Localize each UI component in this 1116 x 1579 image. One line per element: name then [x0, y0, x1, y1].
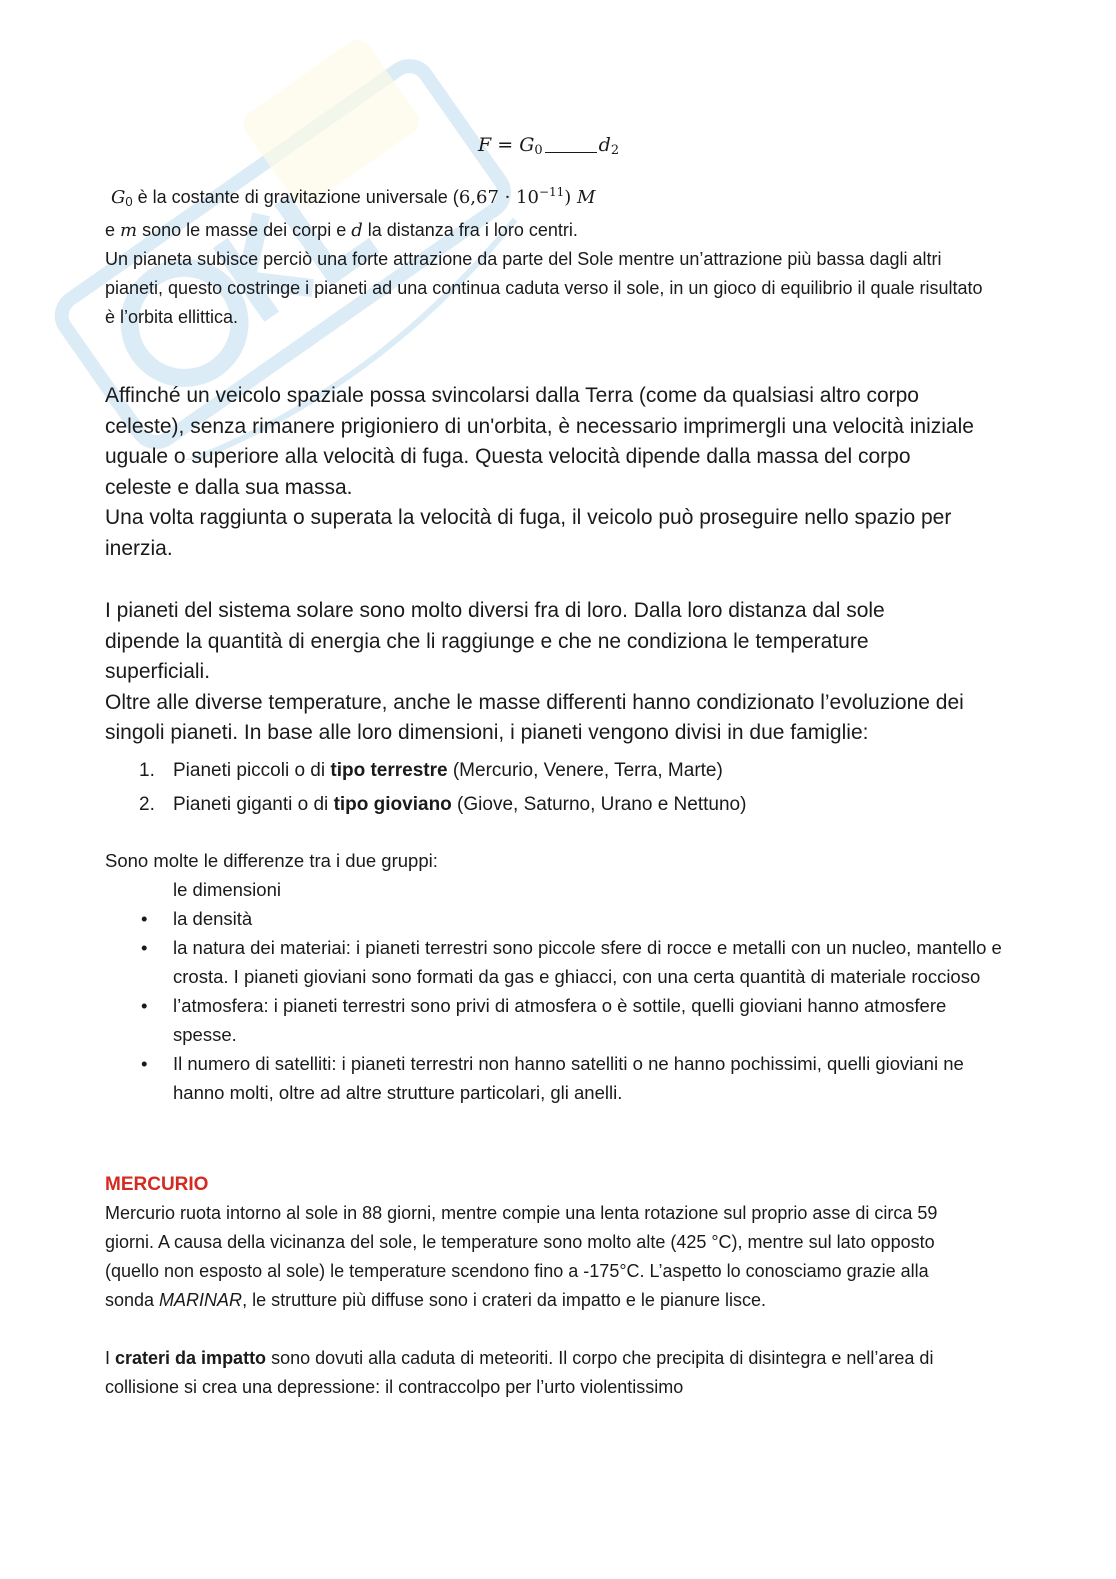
list-item: • l’atmosfera: i pianeti terrestri sono privi di atmosfera o è sottile, quelli gioviani hanno atmosfere spesse. [105, 991, 1005, 1049]
gravitation-explanation: $G_0$ è la costante di gravitazione universale $(6,67 \cdot 10^{-11})$ M e m sono le masse dei corpi e d la distanza fra i loro centri. Un pianeta subisce perciò una forte attrazione da parte del Sole mentre un’attrazione più bassa dagli altri pianeti, questo costringe i pianeti ad una continua caduta verso il sole, in un gioco di equilibrio il quale risultato è l’orbita ellittica. [105, 178, 1005, 332]
bullet-icon: • [141, 1053, 148, 1074]
planet-families-list [105, 754, 985, 822]
list-item: • Il numero di satelliti: i pianeti terrestri non hanno satelliti o ne hanno pochissimi, quelli gioviani ne hanno molti, oltre ad altre strutture particolari, gli anelli. [105, 1049, 1005, 1107]
orbit-paragraph: Un pianeta subisce perciò una forte attrazione da parte del Sole mentre un’attrazione più bassa dagli altri pianeti, questo costringe i pianeti ad una continua caduta verso il sole, in un gioco di equilibrio il quale risultato è l’orbita ellittica. [105, 249, 983, 327]
escape-paragraph-1: Affinché un veicolo spaziale possa svincolarsi dalla Terra (come da qualsiasi altro corpo celeste), senza rimanere prigioniero di un'orbita, è necessario imprimergli una velocità iniziale uguale o superiore alla velocità di fuga. Questa velocità dipende dalla massa del corpo celeste e dalla sua massa. [105, 384, 974, 499]
mercurio-paragraph-2: I crateri da impatto sono dovuti alla caduta di meteoriti. Il corpo che precipita di disintegra e nell’area di collisione si crea una depressione: il contraccolpo per l’urto violentissimo [105, 1348, 934, 1397]
differences-list [105, 875, 1005, 1107]
escape-velocity-section [105, 381, 1005, 564]
bullet-icon: • [141, 937, 148, 958]
list-item: 2. Pianeti giganti o di tipo gioviano (Giove, Saturno, Urano e Nettuno) [139, 794, 747, 815]
differences-intro: Sono molte le differenze tra i due gruppi: [105, 850, 438, 871]
mercurio-paragraph-1: Mercurio ruota intorno al sole in 88 giorni, mentre compie una lenta rotazione sul proprio asse di circa 59 giorni. A causa della vicinanza del sole, le temperature sono molto alte (425 °C), mentre sul lato opposto (quello non esposto al sole) le temperature scendono fino a -175°C. L’aspetto lo conosciamo grazie alla sonda MARINAR, le strutture più diffuse sono i crateri da impatto e le pianure lisce. [105, 1203, 938, 1310]
bullet-icon: • [141, 908, 148, 929]
mercurio-section [105, 1199, 1005, 1402]
fraction-line [545, 152, 597, 153]
bullet-icon: • [141, 995, 148, 1016]
differences-section [105, 846, 1005, 1107]
list-item: 1. Pianeti piccoli o di tipo terrestre (Mercurio, Venere, Terra, Marte) [139, 760, 723, 781]
gravitation-formula: $F = G_0$ $d_2$ [478, 134, 620, 158]
planets-paragraph-1: I pianeti del sistema solare sono molto diversi fra di loro. Dalla loro distanza dal sole dipende la quantità di energia che li raggiunge e che ne condiziona le temperature superficiali. [105, 599, 885, 683]
escape-paragraph-2: Una volta raggiunta o superata la velocità di fuga, il veicolo può proseguire nello spazio per inerzia. [105, 506, 952, 560]
list-item: le dimensioni [173, 879, 281, 900]
mercurio-heading: MERCURIO [105, 1174, 209, 1195]
planets-paragraph-2: Oltre alle diverse temperature, anche le masse differenti hanno condizionato l’evoluzione dei singoli pianeti. In base alle loro dimensioni, i pianeti vengono divisi in due famiglie: [105, 690, 964, 744]
list-item: • la densità [105, 904, 1005, 933]
list-item: • la natura dei materiai: i pianeti terrestri sono piccole sfere di rocce e metalli con un nucleo, mantello e crosta. I pianeti gioviani sono formati da gas e ghiacci, con una certa quantità di materiale roccioso [105, 933, 1005, 991]
planets-section [105, 596, 1005, 749]
